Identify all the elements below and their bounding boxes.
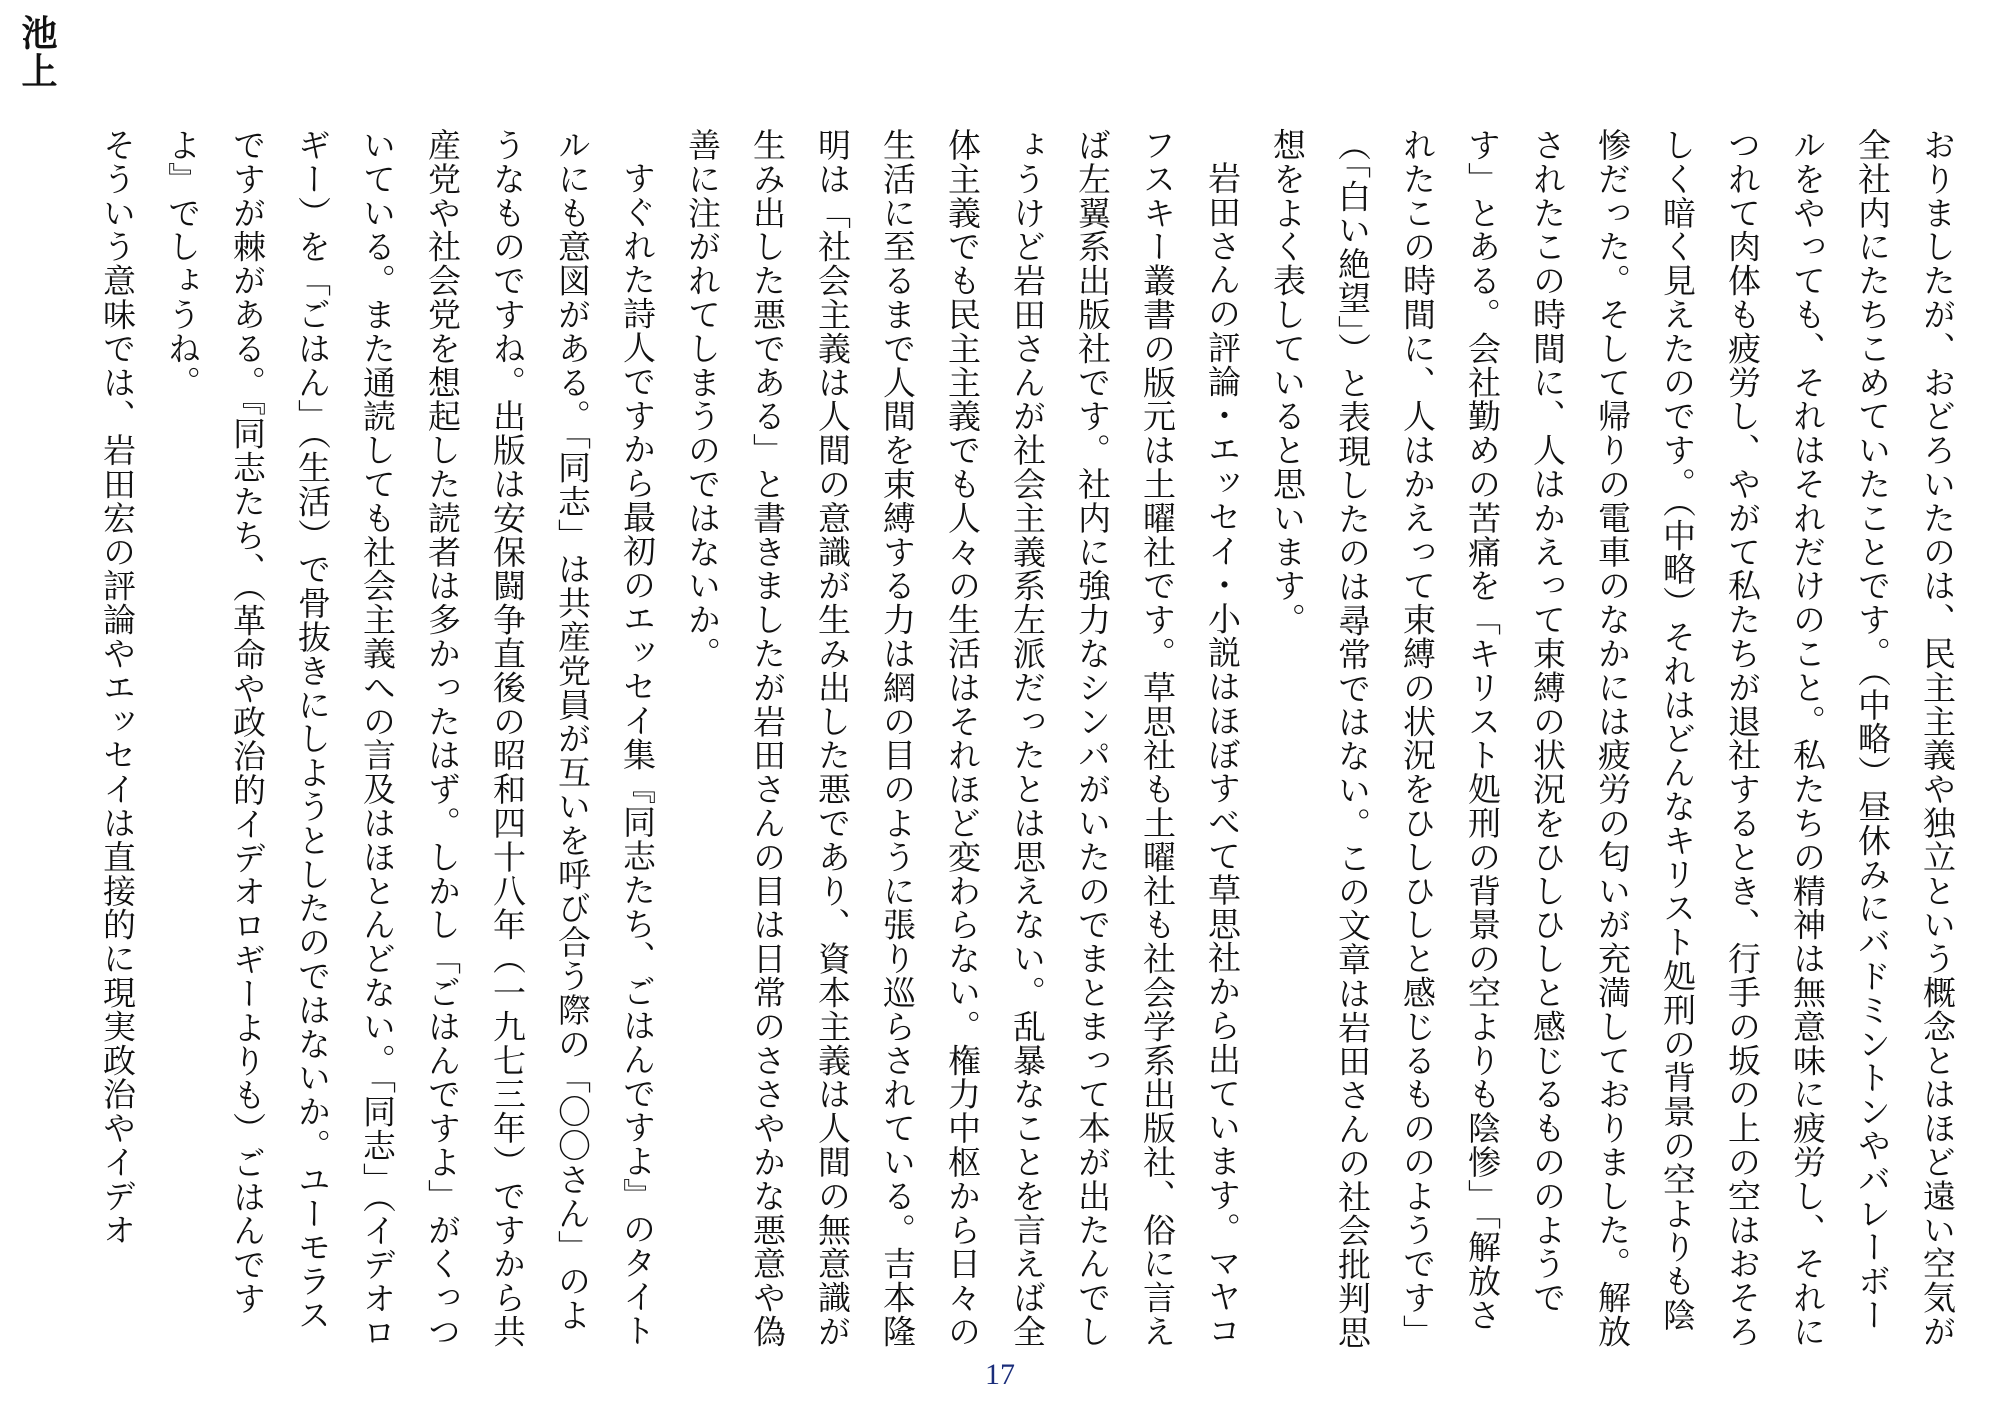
speaker-label: 池上 [16,14,57,90]
body-text [20,128,1970,1360]
paragraph: そういう意味では、岩田宏の評論やエッセイは直接的に現実政治やイデオ [98,128,137,1247]
paragraph: おりましたが、おどろいたのは、民主主義や独立という概念とはほど遠い空気が全社内にたちこめていたことです。（中略）昼休みにバドミントンやバレーボールをやっても、それはそれだけのこと。私たちの精神は無意味に疲労し、それにつれて肉体も疲労し、やがて私たちが退社するとき、行手の坂の上の空はおそろしく暗く見えたのです。（中略）それはどんなキリスト処刑の背景の空よりも陰惨だった。そして帰りの電車のなかには疲労の匂いが充満しておりました。解放されたこの時間に、人はかえって束縛の状況をひしひしと感じるもののようです」とある。会社勤めの苦痛を「キリスト処刑の背景の空よりも陰惨」「解放されたこの時間に、人はかえって束縛の状況をひしひしと感じるもののようです」（「白い絶望」）と表現したのは尋常ではない。この文章は岩田さんの社会批判思想をよく表していると思います。 [1268,128,1957,1350]
paragraph: すぐれた詩人ですから最初のエッセイ集『同志たち、ごはんですよ』のタイトルにも意図がある。「同志」は共産党員が互いを呼び合う際の「〇〇さん」のようなものですね。出版は安保闘争直後の昭和四十八年（一九七三年）ですから共産党や社会党を想起した読者は多かったはず。しかし「ごはんですよ」がくっついている。また通読しても社会主義への言及はほとんどない。「同志」（イデオロギー）を「ごはん」（生活）で骨抜きにしようとしたのではないか。ユーモラスですが棘がある。『同志たち、（革命や政治的イデオロギーよりも）ごはんですよ』でしょうね。 [163,128,657,1350]
paragraph: 岩田さんの評論・エッセイ・小説はほぼすべて草思社から出ています。マヤコフスキー叢書の版元は土曜社です。草思社も土曜社も社会学系出版社、俗に言えば左翼系出版社です。社内に強力なシンパがいたのでまとまって本が出たんでしょうけど岩田さんが社会主義系左派だったとは思えない。乱暴なことを言えば全体主義でも民主主義でも人々の生活はそれほど変わらない。権力中枢から日々の生活に至るまで人間を束縛する力は網の目のように張り巡らされている。吉本隆明は「社会主義は人間の意識が生み出した悪であり、資本主義は人間の無意識が生み出した悪である」と書きましたが岩田さんの目は日常のささやかな悪意や偽善に注がれてしまうのではないか。 [683,128,1242,1349]
page-number: 17 [985,1358,1015,1391]
